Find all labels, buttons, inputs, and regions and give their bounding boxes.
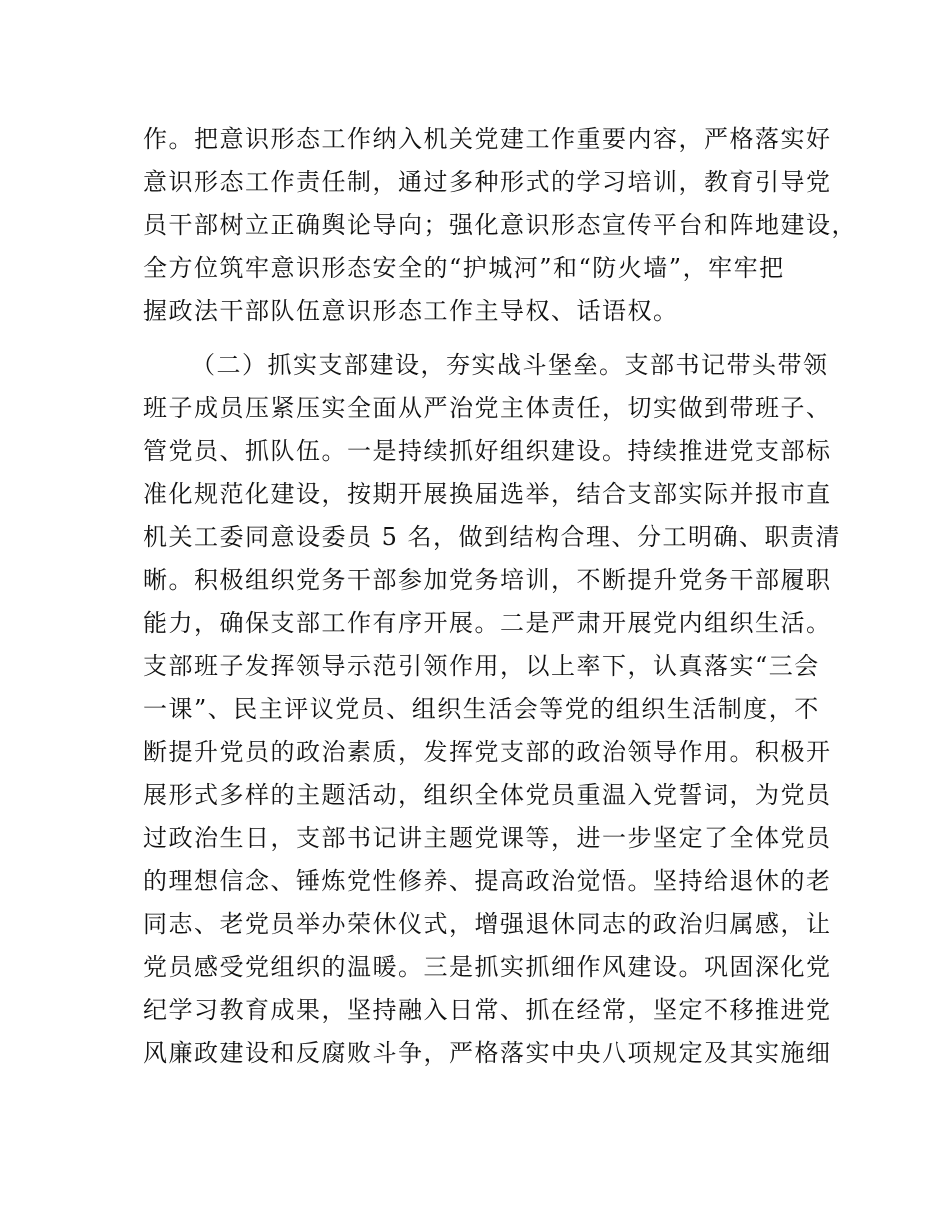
text-line: 作。把意识形态工作纳入机关党建工作重要内容，严格落实好 xyxy=(143,125,832,153)
text-line: 全方位筑牢意识形态安全的“护城河”和“防火墙”，牢牢把 xyxy=(143,254,785,282)
text-line: 晰。积极组织党务干部参加党务培训，不断提升党务干部履职 xyxy=(143,566,832,594)
text-line: 同志、老党员举办荣休仪式，增强退休同志的政治归属感，让 xyxy=(143,910,832,938)
text-line: 一课”、民主评议党员、组织生活会等党的组织生活制度，不 xyxy=(143,695,820,723)
text-line: 机关工委同意设委员 5 名，做到结构合理、分工明确、职责清 xyxy=(143,523,842,551)
text-line: 支部班子发挥领导示范引领作用，以上率下，认真落实“三会 xyxy=(143,652,820,680)
text-line: 过政治生日，支部书记讲主题党课等，进一步坚定了全体党员 xyxy=(143,824,832,852)
text-line: 员干部树立正确舆论导向；强化意识形态宣传平台和阵地建设， xyxy=(143,211,857,239)
text-line: 意识形态工作责任制，通过多种形式的学习培训，教育引导党 xyxy=(143,168,832,196)
section-heading-line: （二）抓实支部建设，夯实战斗堡垒。支部书记带头带领 xyxy=(191,351,829,379)
text-line: 准化规范化建设，按期开展换届选举，结合支部实际并报市直 xyxy=(143,480,832,508)
text-line: 能力，确保支部工作有序开展。二是严肃开展党内组织生活。 xyxy=(143,609,832,637)
text-line: 班子成员压紧压实全面从严治党主体责任，切实做到带班子、 xyxy=(143,394,832,422)
text-line: 展形式多样的主题活动，组织全体党员重温入党誓词，为党员 xyxy=(143,781,832,809)
text-line: 党员感受党组织的温暖。三是抓实抓细作风建设。巩固深化党 xyxy=(143,953,832,981)
text-line: 风廉政建设和反腐败斗争，严格落实中央八项规定及其实施细 xyxy=(143,1039,832,1067)
text-line: 纪学习教育成果，坚持融入日常、抓在经常，坚定不移推进党 xyxy=(143,996,832,1024)
text-line: 管党员、抓队伍。一是持续抓好组织建设。持续推进党支部标 xyxy=(143,437,832,465)
text-line: 的理想信念、锤炼党性修养、提高政治觉悟。坚持给退休的老 xyxy=(143,867,832,895)
text-line: 握政法干部队伍意识形态工作主导权、话语权。 xyxy=(143,297,679,325)
text-line: 断提升党员的政治素质，发挥党支部的政治领导作用。积极开 xyxy=(143,738,832,766)
